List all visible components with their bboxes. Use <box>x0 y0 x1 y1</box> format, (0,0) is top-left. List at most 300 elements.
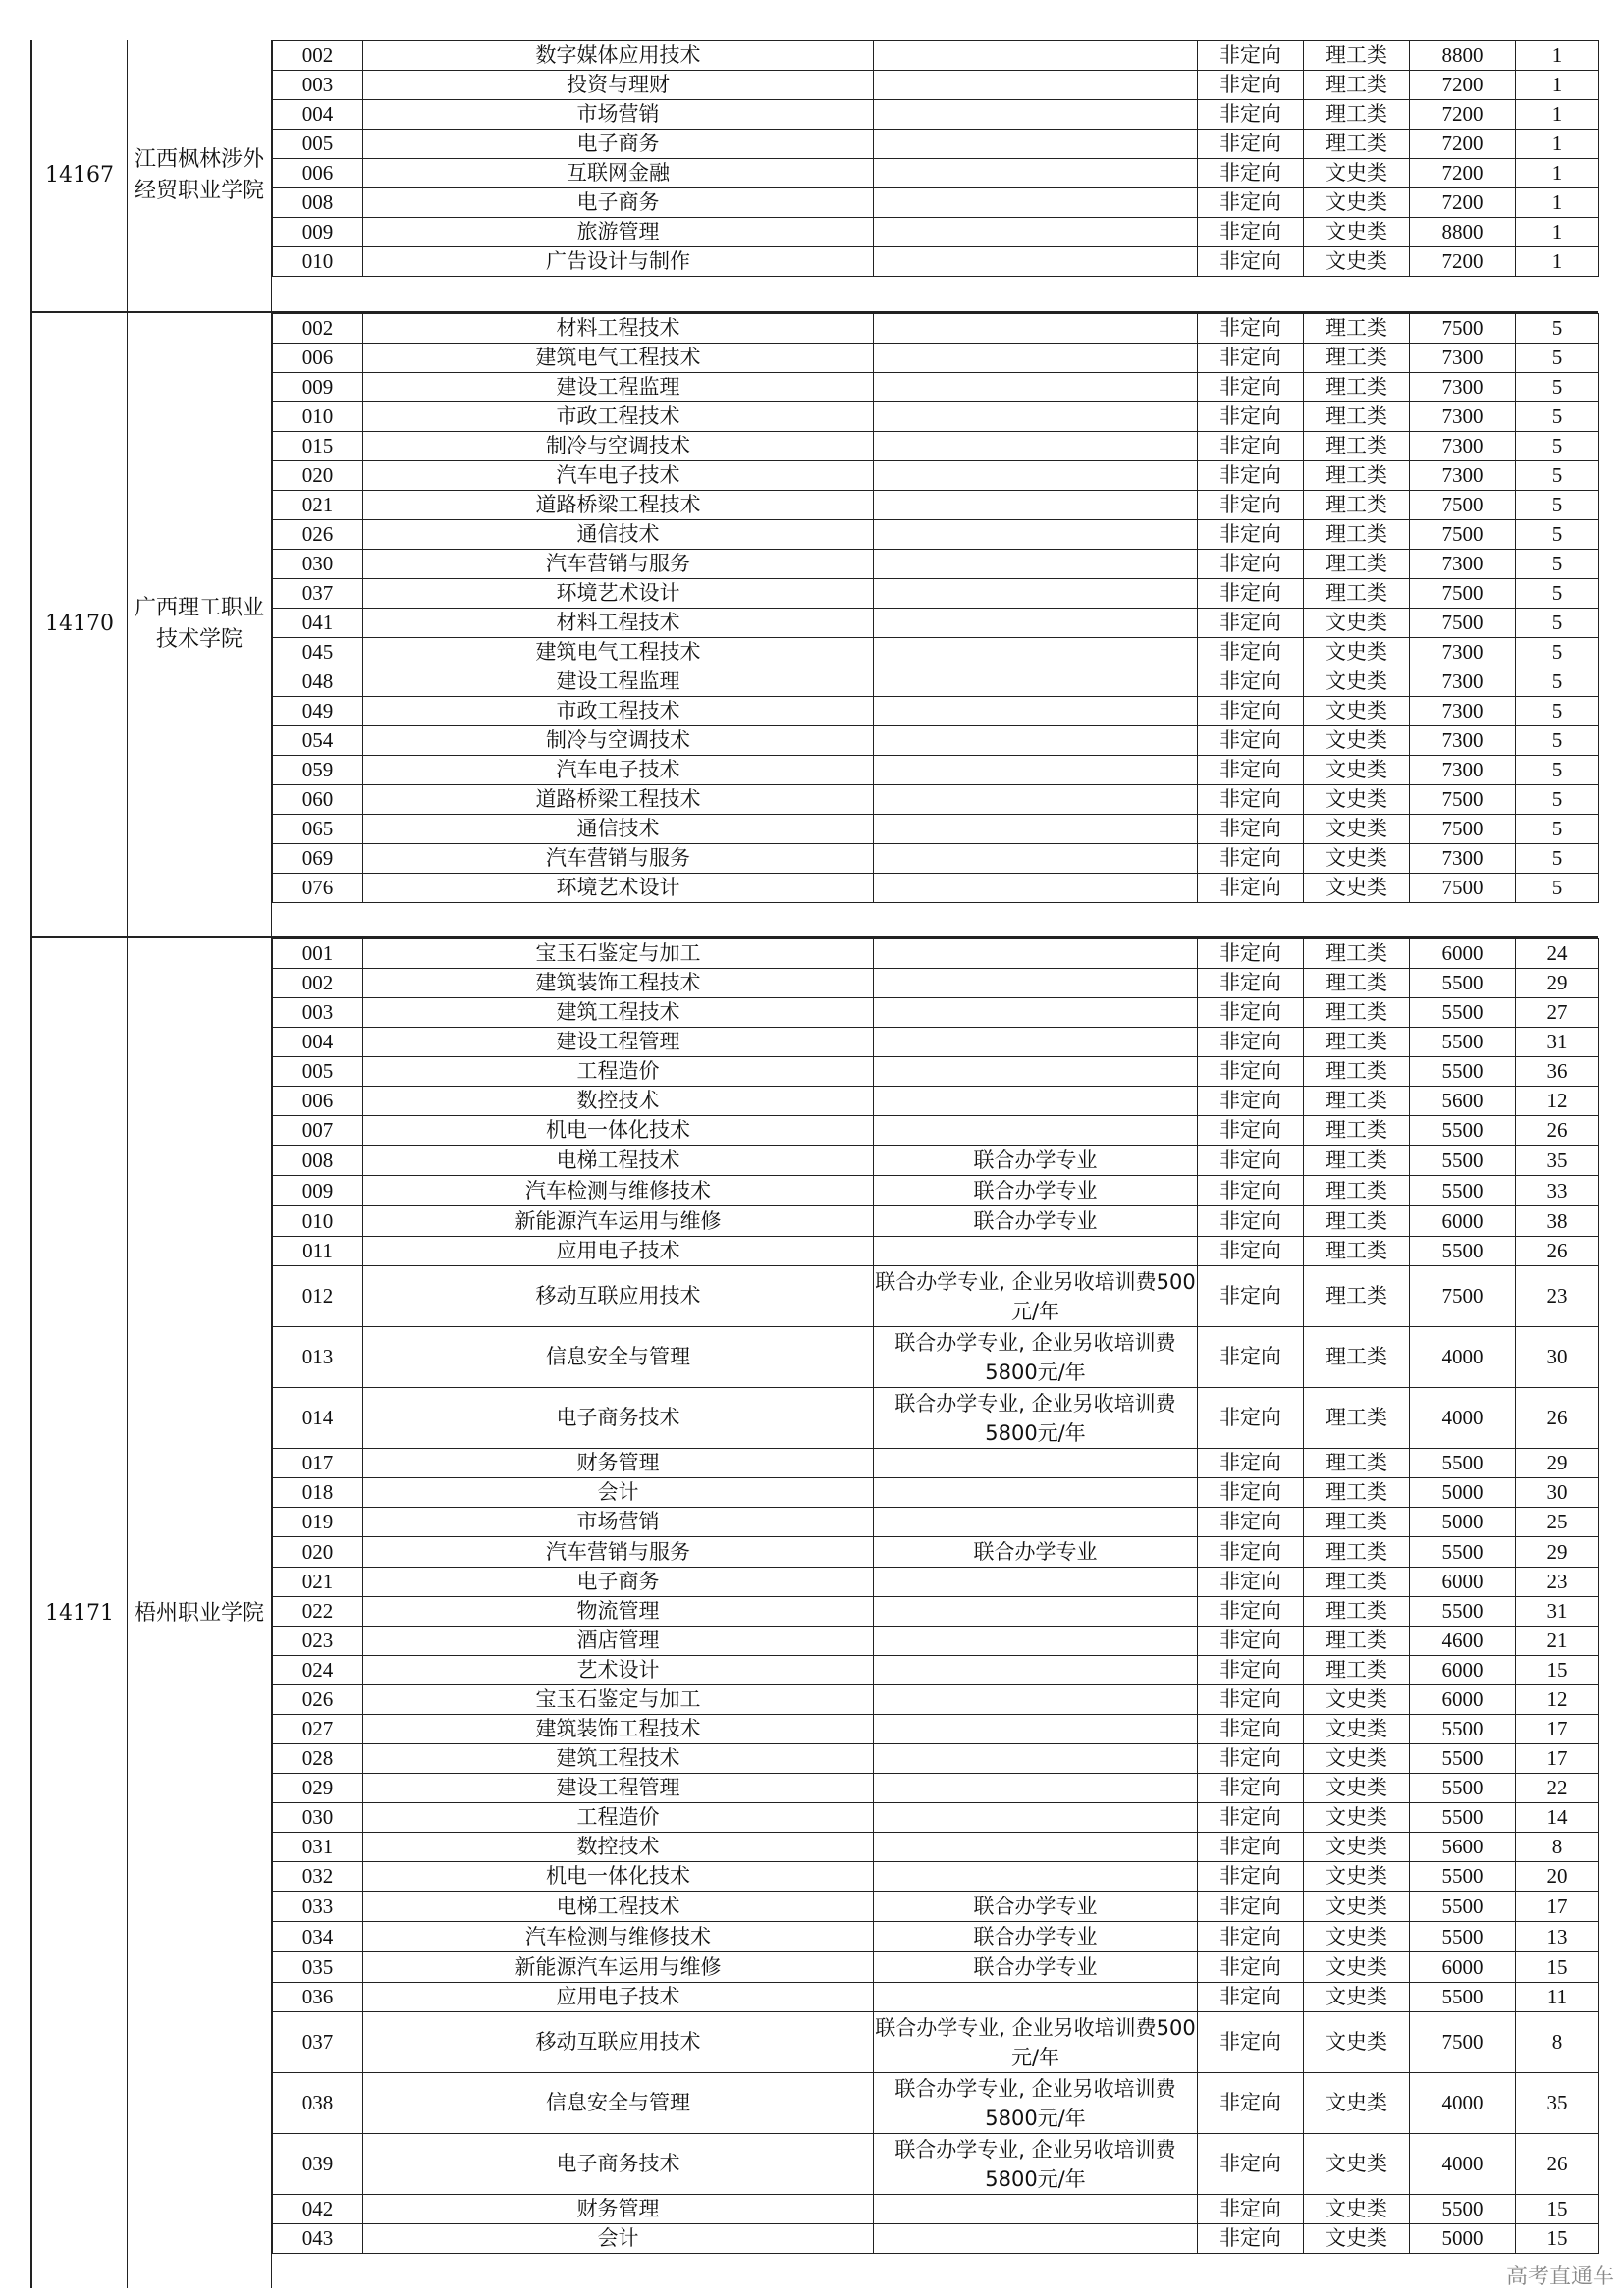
major-name: 市场营销 <box>363 100 874 130</box>
major-tuition: 7200 <box>1410 71 1516 100</box>
major-type: 非定向 <box>1198 1146 1304 1176</box>
major-category: 理工类 <box>1304 1627 1410 1656</box>
major-code: 004 <box>273 1028 363 1057</box>
table-row <box>273 637 1599 667</box>
major-plan-count: 29 <box>1516 1537 1599 1568</box>
major-code: 026 <box>273 519 363 549</box>
major-type: 非定向 <box>1198 2073 1304 2134</box>
major-name: 广告设计与制作 <box>363 247 874 277</box>
major-plan-count: 23 <box>1516 1266 1599 1327</box>
major-type: 非定向 <box>1198 460 1304 490</box>
major-plan-count: 17 <box>1516 1744 1599 1774</box>
major-tuition: 7300 <box>1410 843 1516 873</box>
major-tuition: 7200 <box>1410 130 1516 159</box>
major-category: 文史类 <box>1304 608 1410 637</box>
major-category: 文史类 <box>1304 1983 1410 2012</box>
major-plan-count: 5 <box>1516 578 1599 608</box>
major-type: 非定向 <box>1198 1774 1304 1803</box>
major-tuition: 7300 <box>1410 667 1516 696</box>
major-type: 非定向 <box>1198 1685 1304 1715</box>
school-code: 14167 <box>30 40 128 311</box>
major-category: 理工类 <box>1304 431 1410 460</box>
major-note <box>874 1508 1198 1537</box>
major-name: 数控技术 <box>363 1087 874 1116</box>
major-tuition: 7500 <box>1410 313 1516 343</box>
major-note <box>874 1656 1198 1685</box>
major-note: 联合办学专业, 企业另收培训费500元/年 <box>874 2012 1198 2073</box>
major-code: 009 <box>273 218 363 247</box>
major-note <box>874 401 1198 431</box>
major-category: 理工类 <box>1304 460 1410 490</box>
major-code: 037 <box>273 2012 363 2073</box>
major-tuition: 5600 <box>1410 1087 1516 1116</box>
school-code: 14170 <box>30 313 128 937</box>
major-name: 投资与理财 <box>363 71 874 100</box>
major-note <box>874 1715 1198 1744</box>
major-category: 文史类 <box>1304 1922 1410 1952</box>
major-name: 电子商务技术 <box>363 1388 874 1449</box>
major-note <box>874 637 1198 667</box>
major-category: 理工类 <box>1304 1597 1410 1627</box>
major-tuition: 7500 <box>1410 784 1516 814</box>
major-type: 非定向 <box>1198 159 1304 188</box>
major-code: 006 <box>273 1087 363 1116</box>
major-code: 032 <box>273 1862 363 1892</box>
major-category: 理工类 <box>1304 1508 1410 1537</box>
major-note <box>874 1862 1198 1892</box>
major-name: 宝玉石鉴定与加工 <box>363 1685 874 1715</box>
major-category: 文史类 <box>1304 1685 1410 1715</box>
major-type: 非定向 <box>1198 1449 1304 1478</box>
major-note <box>874 1744 1198 1774</box>
major-plan-count: 29 <box>1516 969 1599 998</box>
major-note <box>874 1116 1198 1146</box>
major-tuition: 7300 <box>1410 431 1516 460</box>
major-name: 会计 <box>363 2224 874 2254</box>
major-tuition: 5000 <box>1410 2224 1516 2254</box>
major-type: 非定向 <box>1198 1388 1304 1449</box>
major-note <box>874 313 1198 343</box>
major-note: 联合办学专业, 企业另收培训费5800元/年 <box>874 2073 1198 2134</box>
major-code: 042 <box>273 2195 363 2224</box>
major-name: 制冷与空调技术 <box>363 725 874 755</box>
table-row <box>273 431 1599 460</box>
major-note <box>874 696 1198 725</box>
major-code: 030 <box>273 1803 363 1833</box>
major-type: 非定向 <box>1198 71 1304 100</box>
major-note <box>874 2224 1198 2254</box>
major-plan-count: 5 <box>1516 372 1599 401</box>
major-name: 应用电子技术 <box>363 1983 874 2012</box>
major-category: 文史类 <box>1304 2134 1410 2195</box>
major-tuition: 5500 <box>1410 1744 1516 1774</box>
major-type: 非定向 <box>1198 998 1304 1028</box>
major-plan-count: 31 <box>1516 1028 1599 1057</box>
major-category: 理工类 <box>1304 969 1410 998</box>
table-row <box>273 2195 1599 2224</box>
table-row <box>273 1028 1599 1057</box>
major-name: 物流管理 <box>363 1597 874 1627</box>
major-code: 017 <box>273 1449 363 1478</box>
major-code: 029 <box>273 1774 363 1803</box>
major-type: 非定向 <box>1198 401 1304 431</box>
major-plan-count: 5 <box>1516 696 1599 725</box>
table-row <box>273 188 1599 218</box>
major-category: 理工类 <box>1304 1087 1410 1116</box>
table-row <box>273 218 1599 247</box>
major-tuition: 5500 <box>1410 1537 1516 1568</box>
major-category: 文史类 <box>1304 1862 1410 1892</box>
major-type: 非定向 <box>1198 130 1304 159</box>
major-tuition: 5500 <box>1410 2195 1516 2224</box>
major-note <box>874 1087 1198 1116</box>
table-row <box>273 1803 1599 1833</box>
major-plan-count: 21 <box>1516 1627 1599 1656</box>
major-type: 非定向 <box>1198 1922 1304 1952</box>
major-note <box>874 372 1198 401</box>
major-tuition: 5500 <box>1410 998 1516 1028</box>
major-category: 理工类 <box>1304 1568 1410 1597</box>
table-row <box>273 696 1599 725</box>
major-name: 道路桥梁工程技术 <box>363 490 874 519</box>
major-code: 037 <box>273 578 363 608</box>
major-code: 009 <box>273 372 363 401</box>
major-plan-count: 5 <box>1516 843 1599 873</box>
major-category: 文史类 <box>1304 667 1410 696</box>
major-plan-count: 15 <box>1516 1656 1599 1685</box>
major-category: 理工类 <box>1304 372 1410 401</box>
table-row <box>273 1057 1599 1087</box>
major-type: 非定向 <box>1198 2134 1304 2195</box>
major-code: 021 <box>273 490 363 519</box>
major-type: 非定向 <box>1198 1206 1304 1237</box>
major-type: 非定向 <box>1198 939 1304 969</box>
major-name: 财务管理 <box>363 2195 874 2224</box>
major-plan-count: 13 <box>1516 1922 1599 1952</box>
major-plan-count: 35 <box>1516 1146 1599 1176</box>
major-tuition: 7500 <box>1410 578 1516 608</box>
major-code: 030 <box>273 549 363 578</box>
major-type: 非定向 <box>1198 100 1304 130</box>
major-tuition: 5600 <box>1410 1833 1516 1862</box>
major-name: 市场营销 <box>363 1508 874 1537</box>
table-row <box>273 460 1599 490</box>
major-name: 建设工程监理 <box>363 667 874 696</box>
major-tuition: 5500 <box>1410 1715 1516 1744</box>
table-row <box>273 247 1599 277</box>
major-tuition: 6000 <box>1410 1685 1516 1715</box>
major-plan-count: 22 <box>1516 1774 1599 1803</box>
major-code: 038 <box>273 2073 363 2134</box>
major-category: 理工类 <box>1304 998 1410 1028</box>
table-row <box>273 2224 1599 2254</box>
major-name: 建筑装饰工程技术 <box>363 1715 874 1744</box>
major-plan-count: 12 <box>1516 1087 1599 1116</box>
major-type: 非定向 <box>1198 1892 1304 1922</box>
major-name: 通信技术 <box>363 519 874 549</box>
major-name: 通信技术 <box>363 814 874 843</box>
major-type: 非定向 <box>1198 490 1304 519</box>
major-name: 市政工程技术 <box>363 696 874 725</box>
major-note <box>874 188 1198 218</box>
major-category: 理工类 <box>1304 1237 1410 1266</box>
major-category: 文史类 <box>1304 755 1410 784</box>
major-note <box>874 1983 1198 2012</box>
major-note <box>874 1597 1198 1627</box>
major-note <box>874 431 1198 460</box>
major-tuition: 4000 <box>1410 2134 1516 2195</box>
major-code: 010 <box>273 401 363 431</box>
major-type: 非定向 <box>1198 1028 1304 1057</box>
table-row <box>273 1952 1599 1983</box>
major-tuition: 7200 <box>1410 100 1516 130</box>
major-tuition: 5500 <box>1410 1922 1516 1952</box>
major-category: 理工类 <box>1304 1028 1410 1057</box>
major-category: 文史类 <box>1304 843 1410 873</box>
major-type: 非定向 <box>1198 969 1304 998</box>
major-tuition: 5500 <box>1410 1983 1516 2012</box>
major-category: 理工类 <box>1304 1206 1410 1237</box>
major-name: 建设工程管理 <box>363 1774 874 1803</box>
major-tuition: 7500 <box>1410 2012 1516 2073</box>
major-type: 非定向 <box>1198 188 1304 218</box>
major-tuition: 4600 <box>1410 1627 1516 1656</box>
major-tuition: 7200 <box>1410 188 1516 218</box>
major-category: 文史类 <box>1304 725 1410 755</box>
major-plan-count: 1 <box>1516 130 1599 159</box>
major-plan-count: 1 <box>1516 100 1599 130</box>
major-type: 非定向 <box>1198 1568 1304 1597</box>
table-row <box>273 2012 1599 2073</box>
major-name: 电子商务 <box>363 130 874 159</box>
major-tuition: 5000 <box>1410 1478 1516 1508</box>
major-name: 汽车电子技术 <box>363 460 874 490</box>
major-code: 006 <box>273 159 363 188</box>
watermark: 高考直通车 <box>1505 2265 1614 2289</box>
major-plan-count: 5 <box>1516 667 1599 696</box>
major-plan-count: 23 <box>1516 1568 1599 1597</box>
table-row <box>273 998 1599 1028</box>
major-plan-count: 5 <box>1516 460 1599 490</box>
table-row <box>273 343 1599 372</box>
table-row <box>273 490 1599 519</box>
table-row <box>273 1478 1599 1508</box>
major-category: 理工类 <box>1304 1537 1410 1568</box>
major-name: 机电一体化技术 <box>363 1116 874 1146</box>
major-tuition: 6000 <box>1410 1952 1516 1983</box>
major-type: 非定向 <box>1198 1087 1304 1116</box>
major-tuition: 7200 <box>1410 247 1516 277</box>
major-code: 076 <box>273 873 363 902</box>
major-plan-count: 26 <box>1516 1116 1599 1146</box>
major-type: 非定向 <box>1198 784 1304 814</box>
major-type: 非定向 <box>1198 2012 1304 2073</box>
major-code: 005 <box>273 130 363 159</box>
major-plan-count: 11 <box>1516 1983 1599 2012</box>
major-plan-count: 17 <box>1516 1892 1599 1922</box>
major-tuition: 7300 <box>1410 401 1516 431</box>
major-category: 文史类 <box>1304 873 1410 902</box>
major-tuition: 5500 <box>1410 1146 1516 1176</box>
major-plan-count: 1 <box>1516 71 1599 100</box>
major-name: 建筑工程技术 <box>363 1744 874 1774</box>
major-category: 文史类 <box>1304 1892 1410 1922</box>
table-row <box>273 401 1599 431</box>
major-note <box>874 998 1198 1028</box>
major-type: 非定向 <box>1198 1715 1304 1744</box>
major-tuition: 5500 <box>1410 1803 1516 1833</box>
table-row <box>273 755 1599 784</box>
major-tuition: 8800 <box>1410 218 1516 247</box>
table-row <box>273 100 1599 130</box>
major-category: 文史类 <box>1304 1803 1410 1833</box>
major-note: 联合办学专业 <box>874 1176 1198 1206</box>
major-code: 002 <box>273 969 363 998</box>
major-note: 联合办学专业, 企业另收培训费5800元/年 <box>874 1388 1198 1449</box>
major-category: 文史类 <box>1304 188 1410 218</box>
major-note <box>874 2195 1198 2224</box>
major-code: 011 <box>273 1237 363 1266</box>
table-row <box>273 1237 1599 1266</box>
major-tuition: 5500 <box>1410 1597 1516 1627</box>
majors-table <box>272 313 1599 903</box>
major-code: 005 <box>273 1057 363 1087</box>
major-type: 非定向 <box>1198 1627 1304 1656</box>
major-name: 财务管理 <box>363 1449 874 1478</box>
table-row <box>273 130 1599 159</box>
major-category: 理工类 <box>1304 1327 1410 1388</box>
major-plan-count: 31 <box>1516 1597 1599 1627</box>
major-type: 非定向 <box>1198 1327 1304 1388</box>
major-tuition: 5500 <box>1410 1237 1516 1266</box>
major-type: 非定向 <box>1198 1833 1304 1862</box>
table-row <box>273 939 1599 969</box>
major-name: 艺术设计 <box>363 1656 874 1685</box>
table-row <box>273 549 1599 578</box>
major-category: 理工类 <box>1304 939 1410 969</box>
major-type: 非定向 <box>1198 725 1304 755</box>
major-category: 理工类 <box>1304 401 1410 431</box>
major-type: 非定向 <box>1198 1597 1304 1627</box>
major-type: 非定向 <box>1198 637 1304 667</box>
major-plan-count: 5 <box>1516 549 1599 578</box>
major-name: 汽车营销与服务 <box>363 843 874 873</box>
major-note: 联合办学专业, 企业另收培训费5800元/年 <box>874 1327 1198 1388</box>
major-note <box>874 1833 1198 1862</box>
major-name: 建设工程管理 <box>363 1028 874 1057</box>
major-name: 移动互联应用技术 <box>363 1266 874 1327</box>
major-plan-count: 5 <box>1516 873 1599 902</box>
major-category: 理工类 <box>1304 1478 1410 1508</box>
major-type: 非定向 <box>1198 578 1304 608</box>
major-code: 002 <box>273 313 363 343</box>
major-note <box>874 247 1198 277</box>
table-row <box>273 41 1599 71</box>
major-note: 联合办学专业 <box>874 1146 1198 1176</box>
major-type: 非定向 <box>1198 313 1304 343</box>
major-note <box>874 218 1198 247</box>
major-type: 非定向 <box>1198 431 1304 460</box>
major-name: 旅游管理 <box>363 218 874 247</box>
major-type: 非定向 <box>1198 247 1304 277</box>
major-category: 理工类 <box>1304 578 1410 608</box>
majors-table <box>272 938 1599 2254</box>
table-row <box>273 1744 1599 1774</box>
major-type: 非定向 <box>1198 873 1304 902</box>
major-plan-count: 17 <box>1516 1715 1599 1744</box>
major-note <box>874 159 1198 188</box>
major-note: 联合办学专业 <box>874 1892 1198 1922</box>
major-tuition: 7500 <box>1410 490 1516 519</box>
school-name: 江西枫林涉外经贸职业学院 <box>128 40 272 311</box>
major-name: 建设工程监理 <box>363 372 874 401</box>
major-category: 理工类 <box>1304 1176 1410 1206</box>
major-tuition: 5000 <box>1410 1508 1516 1537</box>
major-code: 069 <box>273 843 363 873</box>
major-code: 001 <box>273 939 363 969</box>
major-name: 建筑电气工程技术 <box>363 637 874 667</box>
major-code: 060 <box>273 784 363 814</box>
major-plan-count: 1 <box>1516 218 1599 247</box>
major-note: 联合办学专业 <box>874 1922 1198 1952</box>
major-code: 010 <box>273 1206 363 1237</box>
major-code: 010 <box>273 247 363 277</box>
major-tuition: 5500 <box>1410 1028 1516 1057</box>
major-note <box>874 843 1198 873</box>
major-tuition: 7300 <box>1410 725 1516 755</box>
major-category: 理工类 <box>1304 343 1410 372</box>
major-plan-count: 20 <box>1516 1862 1599 1892</box>
major-type: 非定向 <box>1198 519 1304 549</box>
major-note: 联合办学专业 <box>874 1537 1198 1568</box>
major-type: 非定向 <box>1198 1537 1304 1568</box>
major-category: 文史类 <box>1304 1744 1410 1774</box>
major-plan-count: 36 <box>1516 1057 1599 1087</box>
major-category: 理工类 <box>1304 41 1410 71</box>
major-name: 汽车检测与维修技术 <box>363 1922 874 1952</box>
major-type: 非定向 <box>1198 2224 1304 2254</box>
major-plan-count: 38 <box>1516 1206 1599 1237</box>
major-code: 015 <box>273 431 363 460</box>
major-plan-count: 5 <box>1516 725 1599 755</box>
major-tuition: 7300 <box>1410 696 1516 725</box>
table-row <box>273 873 1599 902</box>
major-name: 信息安全与管理 <box>363 2073 874 2134</box>
major-note <box>874 725 1198 755</box>
major-note <box>874 1685 1198 1715</box>
table-row <box>273 159 1599 188</box>
table-row <box>273 2134 1599 2195</box>
major-code: 008 <box>273 188 363 218</box>
table-row <box>273 667 1599 696</box>
major-tuition: 6000 <box>1410 1656 1516 1685</box>
major-name: 电梯工程技术 <box>363 1146 874 1176</box>
major-category: 文史类 <box>1304 1952 1410 1983</box>
major-code: 031 <box>273 1833 363 1862</box>
table-row <box>273 814 1599 843</box>
table-row <box>273 578 1599 608</box>
table-row <box>273 1206 1599 1237</box>
major-code: 003 <box>273 71 363 100</box>
major-tuition: 5500 <box>1410 1449 1516 1478</box>
table-row <box>273 1087 1599 1116</box>
major-plan-count: 1 <box>1516 188 1599 218</box>
major-code: 006 <box>273 343 363 372</box>
major-note <box>874 343 1198 372</box>
major-name: 电子商务 <box>363 188 874 218</box>
major-plan-count: 5 <box>1516 343 1599 372</box>
major-note <box>874 755 1198 784</box>
